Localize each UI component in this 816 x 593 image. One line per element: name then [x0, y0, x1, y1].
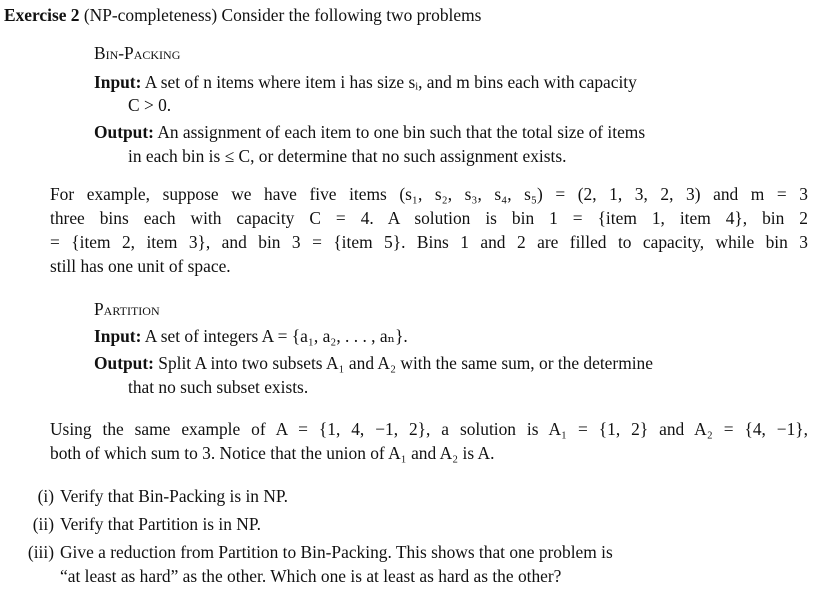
- question-label: (ii): [32, 514, 54, 534]
- partition-input-text: A set of integers A = {a₁, a₂, . . . , aₙ}.: [144, 326, 408, 346]
- bin-packing-input: [94, 70, 637, 94]
- question-item: [14, 484, 288, 508]
- question-label: (i): [37, 486, 54, 506]
- partition-input: [94, 324, 408, 348]
- bin-packing-output-cont: in each bin is ≤ C, or determine that no such assignment exists.: [128, 146, 567, 166]
- example-partition-line-2: both of which sum to 3. Notice that the union of A₁ and A₂ is A.: [50, 443, 495, 463]
- question-text: Verify that Partition is in NP.: [60, 514, 261, 534]
- partition-output-text: Split A into two subsets A₁ and A₂ with the same sum, or the determine: [158, 353, 653, 373]
- example-bin-line-3: = {item 2, item 3}, and bin 3 = {item 5}. Bins 1 and 2 are filled to capacity, while bin 3: [50, 232, 808, 252]
- partition-output: [94, 351, 653, 375]
- bin-packing-output: [94, 120, 645, 144]
- bin-packing-input-text: A set of n items where item i has size sᵢ, and m bins each with capacity: [144, 72, 637, 92]
- exercise-label: Exercise 2: [4, 5, 80, 25]
- bin-packing-output-text: An assignment of each item to one bin such that the total size of items: [157, 122, 646, 142]
- exercise-title: (NP-completeness) Consider the following two problems: [83, 5, 482, 25]
- example-bin-line-2: three bins each with capacity C = 4. A solution is bin 1 = {item 1, item 4}, bin 2: [50, 208, 808, 228]
- question-item: [14, 512, 261, 536]
- bin-packing-input-cont: C > 0.: [128, 95, 172, 115]
- question-text: Verify that Bin-Packing is in NP.: [60, 486, 288, 506]
- example-bin-line-1: For example, suppose we have five items (s₁, s₂, s₃, s₄, s₅) = (2, 1, 3, 2, 3) and m = 3: [50, 184, 808, 204]
- bin-packing-input-label: Input:: [94, 72, 142, 92]
- question-text-cont: “at least as hard” as the other. Which one is at least as hard as the other?: [60, 566, 562, 586]
- partition-input-label: Input:: [94, 326, 142, 346]
- question-label: (iii): [27, 542, 54, 562]
- bin-packing-output-label: Output:: [94, 122, 154, 142]
- partition-output-cont: that no such subset exists.: [128, 377, 309, 397]
- bin-packing-title: Bin-Packing: [94, 43, 181, 63]
- example-bin-line-4: still has one unit of space.: [50, 256, 231, 276]
- question-text: Give a reduction from Partition to Bin-Packing. This shows that one problem is: [60, 542, 613, 562]
- exercise-heading: [4, 3, 481, 27]
- partition-output-label: Output:: [94, 353, 154, 373]
- question-item: [14, 540, 613, 564]
- partition-title: Partition: [94, 299, 160, 319]
- example-partition-line-1: Using the same example of A = {1, 4, −1, 2}, a solution is A₁ = {1, 2} and A₂ = {4, −1},: [50, 419, 808, 439]
